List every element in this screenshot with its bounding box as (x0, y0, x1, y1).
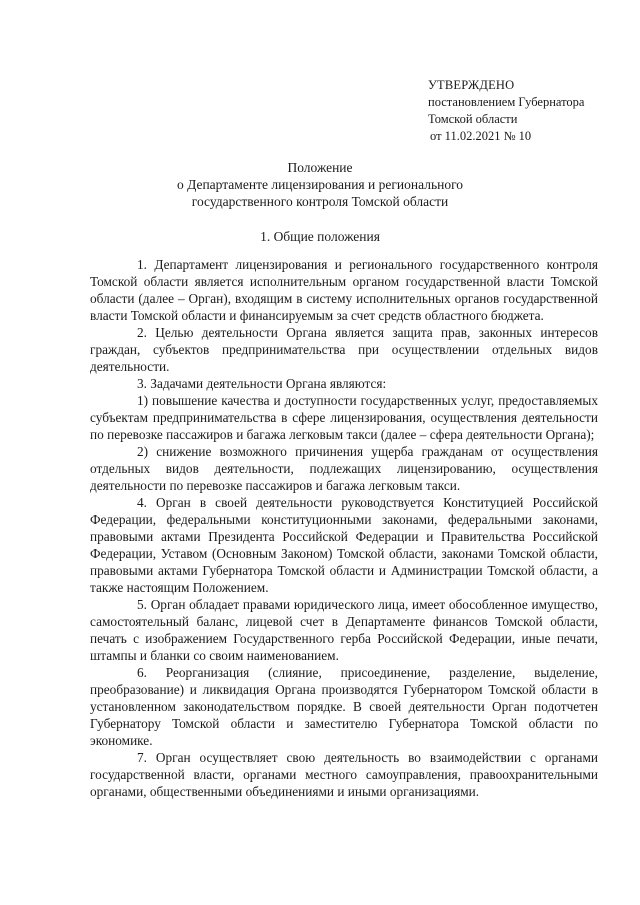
approval-stamp (428, 77, 584, 145)
approval-date-number: от 11.02.2021 № 10 (430, 129, 532, 143)
approval-region: Томской области (428, 112, 518, 126)
paragraph: 7. Орган осуществляет свою деятельность во взаимодействии с органами государственной власти, органами местного самоуправления, правоохранительными органами, общественными объединениями и иными организациями. (90, 750, 598, 799)
paragraph: 5. Орган обладает правами юридического лица, имеет обособленное имущество, самостоятельный баланс, лицевой счет в Департаменте финансов Томской области, печать с изображением Государственного герба Российской Федерации, иные печати, штампы и бланки со своим наименованием. (90, 597, 598, 663)
paragraph: 6. Реорганизация (слияние, присоединение, разделение, выделение, преобразование) и ликвидация Органа производятся Губернатором Томской области в установленном законодательством порядке. В своей деятельности Орган подотчетен Губернатору Томской области и заместителю Губернатора Томской области по экономике. (90, 665, 598, 748)
title-line: Положение (287, 160, 353, 175)
paragraph: 1) повышение качества и доступности государственных услуг, предоставляемых субъектам предпринимательства в сфере лицензирования, осуществления деятельности по перевозке пассажиров и багажа легковым такси (далее – сфера деятельности Органа); (90, 393, 598, 442)
paragraph: 3. Задачами деятельности Органа являются: (137, 376, 387, 391)
approval-resolution: постановлением Губернатора (428, 95, 585, 109)
paragraph: 2) снижение возможного причинения ущерба гражданам от осуществления отдельных видов деятельности, подлежащих лицензированию, осуществления деятельности по перевозке пассажиров и багажа легковым такси. (90, 444, 598, 493)
paragraph: 4. Орган в своей деятельности руководствуется Конституцией Российской Федерации, федеральными конституционными законами, федеральными законами, правовыми актами Президента Российской Федерации и Правительства Российской Федерации, Уставом (Основным Законом) Томской области, законами Томской области, правовыми актами Губернатора Томской области и Администрации Томской области, а также настоящим Положением. (90, 495, 598, 595)
document-title (0, 159, 640, 210)
title-line: о Департаменте лицензирования и регионального (176, 177, 464, 192)
paragraph: 2. Целью деятельности Органа является защита прав, законных интересов граждан, субъектов предпринимательства при осуществлении отдельных видов деятельности. (90, 325, 598, 374)
paragraph: 1. Департамент лицензирования и регионального государственного контроля Томской области является исполнительным органом государственной власти Томской области (далее – Орган), входящим в систему исполнительных органов государственной власти Томской области и финансируемым за счет средств областного бюджета. (90, 257, 598, 323)
document-body (90, 256, 598, 800)
title-line: государственного контроля Томской области (191, 194, 449, 209)
approval-title: УТВЕРЖДЕНО (428, 78, 515, 92)
section-heading: 1. Общие положения (260, 229, 380, 244)
